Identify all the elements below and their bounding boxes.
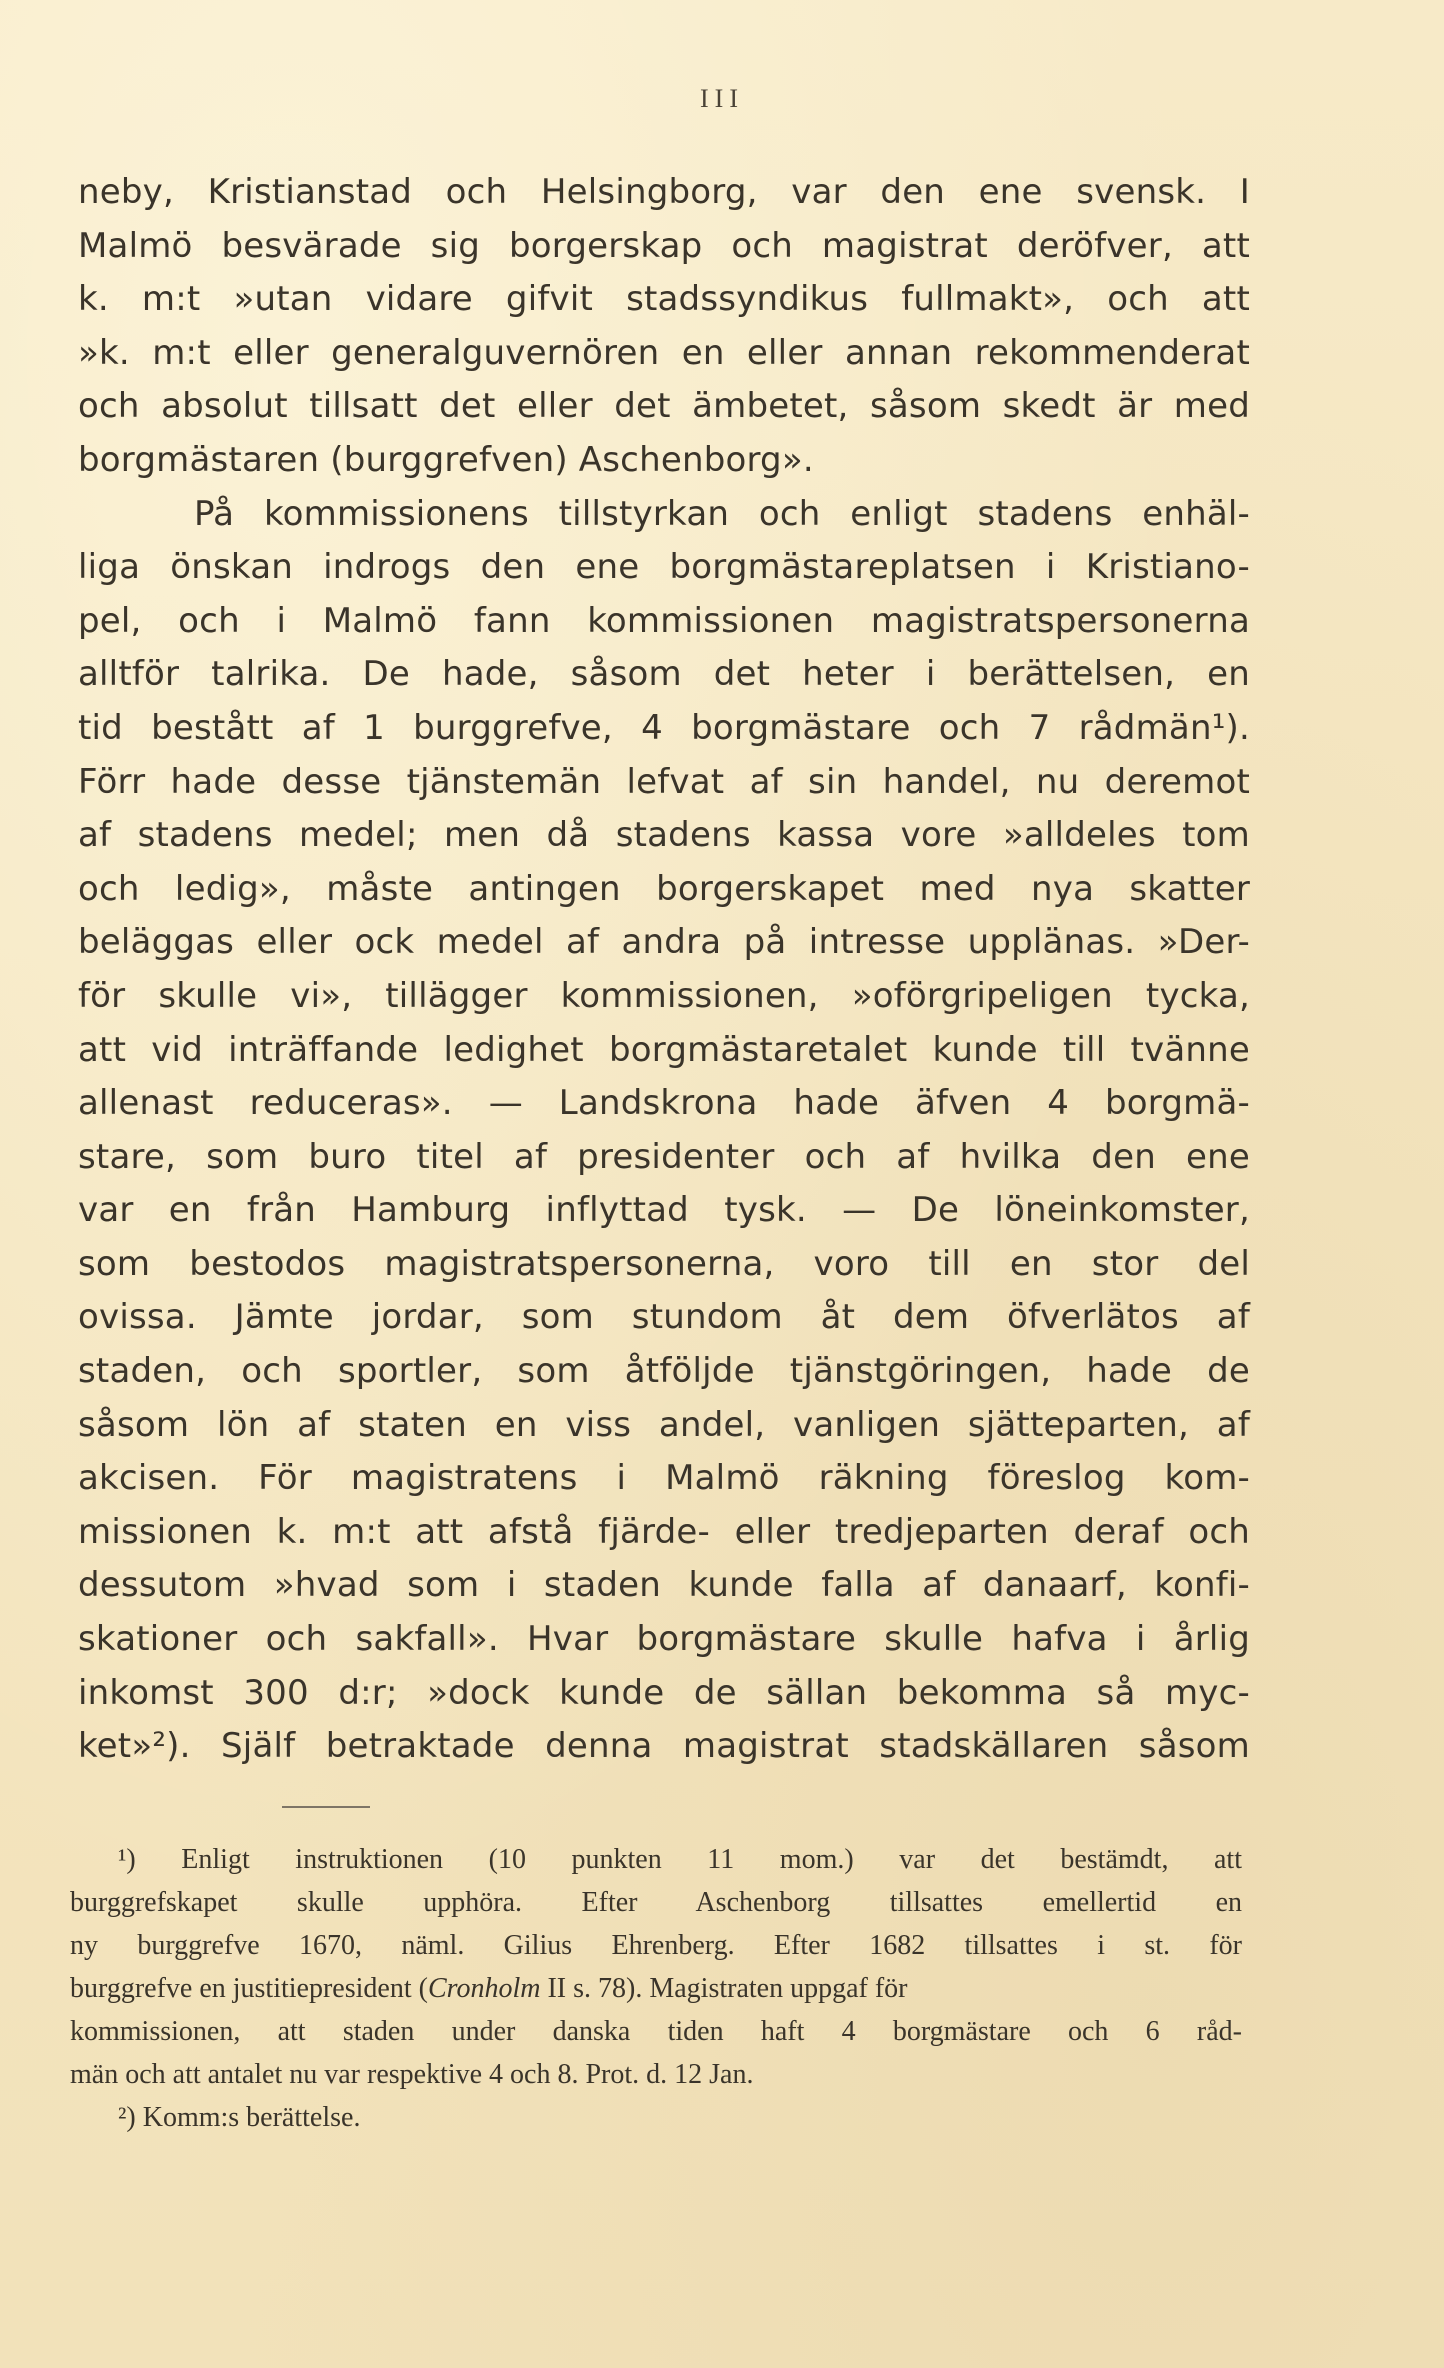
body-line: alltför talrika. De hade, såsom det heter i berättelsen, en <box>78 654 1250 695</box>
body-line: missionen k. m:t att afstå fjärde- eller tredjeparten deraf och <box>78 1511 1250 1552</box>
footnote-1-line: män och att antalet nu var respektive 4 och 8. Prot. d. 12 Jan. <box>70 2059 754 2090</box>
page-number: III <box>700 84 744 113</box>
footnote-divider <box>282 1806 370 1808</box>
body-line: att vid inträffande ledighet borgmästaretalet kunde till tvänne <box>78 1029 1250 1070</box>
body-line: som bestodos magistratspersonerna, voro till en stor del <box>78 1243 1250 1284</box>
footnote-1-text: II s. 78). Magistraten uppgaf för <box>540 1973 908 2004</box>
body-line: och ledig», måste antingen borgerskapet med nya skatter <box>78 868 1250 909</box>
body-line: tid bestått af 1 burggrefve, 4 borgmästare och 7 rådmän¹). <box>78 707 1250 748</box>
body-line: stare, som buro titel af presidenter och af hvilka den ene <box>78 1136 1250 1177</box>
footnote-1-line: burggrefskapet skulle upphöra. Efter Aschenborg tillsattes emellertid en <box>70 1887 1242 1918</box>
body-line: k. m:t »utan vidare gifvit stadssyndikus fullmakt», och att <box>78 279 1250 320</box>
body-line: »k. m:t eller generalguvernören en eller annan rekommenderat <box>78 332 1250 373</box>
body-text <box>78 166 1250 1774</box>
body-line: allenast reduceras». — Landskrona hade äfven 4 borgmä- <box>78 1083 1250 1124</box>
footnote-1-text: burggrefve en justitiepresident ( <box>70 1973 428 2004</box>
body-line: beläggas eller ock medel af andra på intresse upplänas. »Der- <box>78 922 1250 963</box>
body-line: af stadens medel; men då stadens kassa vore »alldeles tom <box>78 815 1250 856</box>
body-line: inkomst 300 d:r; »dock kunde de sällan bekomma så myc- <box>78 1672 1250 1713</box>
body-line: ket»²). Själf betraktade denna magistrat stadskällaren såsom <box>78 1726 1250 1767</box>
body-line: pel, och i Malmö fann kommissionen magistratspersonerna <box>78 600 1250 641</box>
body-line: Malmö besvärade sig borgerskap och magistrat deröfver, att <box>78 225 1250 266</box>
body-line: Förr hade desse tjänstemän lefvat af sin handel, nu deremot <box>78 761 1250 802</box>
body-line: och absolut tillsatt det eller det ämbetet, såsom skedt är med <box>78 386 1250 427</box>
body-line: var en från Hamburg inflyttad tysk. — De löneinkomster, <box>78 1190 1250 1231</box>
body-line: borgmästaren (burggrefven) Aschenborg». <box>78 439 814 480</box>
body-line: för skulle vi», tillägger kommissionen, »oförgripeligen tycka, <box>78 975 1250 1016</box>
body-line: skationer och sakfall». Hvar borgmästare skulle hafva i årlig <box>78 1619 1250 1660</box>
body-line: liga önskan indrogs den ene borgmästareplatsen i Kristiano- <box>78 547 1250 588</box>
body-line: På kommissionens tillstyrkan och enligt stadens enhäl- <box>194 493 1250 534</box>
footnote-1-line <box>70 1967 1242 2010</box>
body-line: akcisen. För magistratens i Malmö räkning föreslog kom- <box>78 1458 1250 1499</box>
body-line: dessutom »hvad som i staden kunde falla af danaarf, konfi- <box>78 1565 1250 1606</box>
footnote-1-citation: Cronholm <box>427 1973 541 2004</box>
footnote-1-line: ¹) Enligt instruktionen (10 punkten 11 mom.) var det bestämdt, att <box>118 1844 1242 1875</box>
footnote-1-line: kommissionen, att staden under danska tiden haft 4 borgmästare och 6 råd- <box>70 2016 1242 2047</box>
body-line: såsom lön af staten en viss andel, vanligen sjätteparten, af <box>78 1404 1250 1445</box>
body-line: neby, Kristianstad och Helsingborg, var den ene svensk. I <box>78 172 1250 212</box>
footnote-2: ²) Komm:s berättelse. <box>118 2102 361 2133</box>
body-line: ovissa. Jämte jordar, som stundom åt dem öfverlätos af <box>78 1297 1250 1338</box>
body-line: staden, och sportler, som åtföljde tjänstgöringen, hade de <box>78 1351 1250 1392</box>
footnote-1-line: ny burggrefve 1670, näml. Gilius Ehrenberg. Efter 1682 tillsattes i st. för <box>70 1930 1242 1961</box>
footnotes <box>70 1838 1242 2139</box>
